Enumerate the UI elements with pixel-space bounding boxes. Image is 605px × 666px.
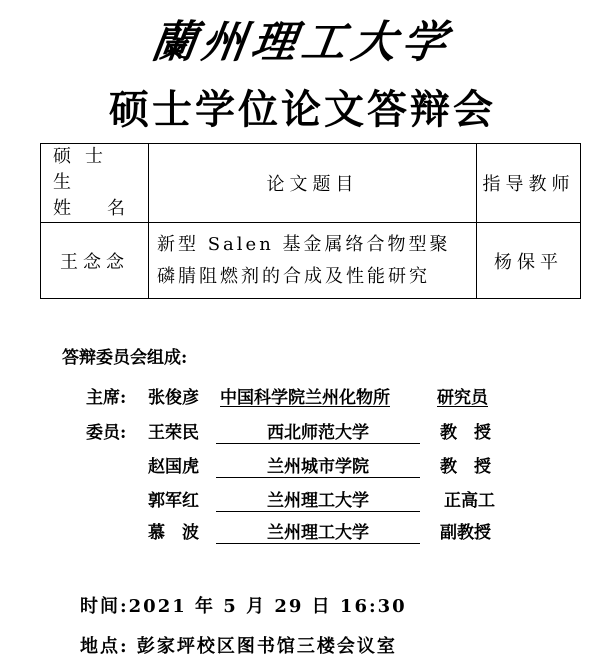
- student-name: 王念念: [41, 223, 149, 299]
- header-student: [41, 144, 149, 223]
- header-student-ming: 名: [107, 198, 125, 219]
- members-label: 委员:: [86, 423, 127, 443]
- header-advisor: 指导教师: [477, 144, 581, 223]
- chair-label: 主席:: [86, 388, 127, 408]
- page-title: 硕士学位论文答辩会: [109, 86, 496, 133]
- header-student-line2: [53, 196, 125, 222]
- committee-member-title: 研究员: [437, 388, 488, 408]
- table-row: [41, 223, 581, 299]
- committee-member-name: 慕 波: [148, 523, 199, 543]
- committee-member-title: 教 授: [440, 423, 491, 443]
- thesis-info-table: [40, 143, 581, 299]
- committee-member-title: 正高工: [444, 491, 495, 511]
- committee-member-org: 中国科学院兰州化物所: [220, 388, 390, 408]
- committee-member-org: 兰州理工大学: [216, 518, 420, 544]
- meeting-time: 时间:2021 年 5 月 29 日 16:30: [80, 596, 407, 617]
- committee-member-name: 郭军红: [148, 491, 199, 511]
- committee-member-title: 教 授: [440, 457, 491, 477]
- table-header-row: [41, 144, 581, 223]
- meeting-place: 地点: 彭家坪校区图书馆三楼会议室: [80, 636, 397, 657]
- university-logo: 蘭州理工大学: [148, 17, 456, 68]
- committee-member-name: 张俊彦: [148, 388, 199, 408]
- advisor-name: 杨保平: [477, 223, 581, 299]
- thesis-title-line1: 新型 Salen 基金属络合物型聚: [157, 233, 451, 255]
- thesis-title-line2: 磷腈阻燃剂的合成及性能研究: [157, 265, 430, 287]
- committee-member-name: 赵国虎: [148, 457, 199, 477]
- committee-member-org: 兰州城市学院: [216, 452, 420, 478]
- header-thesis: 论文题目: [149, 144, 477, 223]
- header-student-xing: 姓: [53, 198, 71, 219]
- header-student-line1: 硕士生: [53, 146, 117, 193]
- committee-heading: 答辩委员会组成:: [62, 348, 188, 368]
- committee-member-org: 西北师范大学: [216, 418, 420, 444]
- committee-member-org: 兰州理工大学: [216, 486, 420, 512]
- committee-member-title: 副教授: [440, 523, 491, 543]
- thesis-title: [149, 223, 477, 299]
- committee-member-name: 王荣民: [148, 423, 199, 443]
